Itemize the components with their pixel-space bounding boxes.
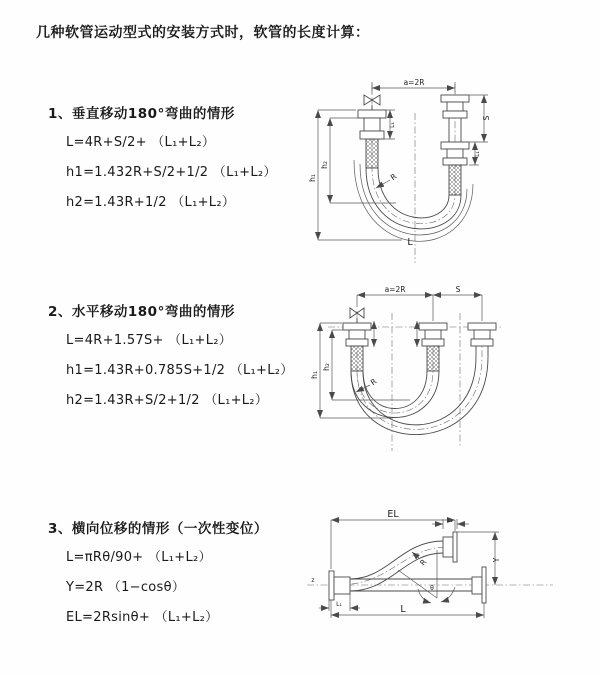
bottom-right-flange bbox=[472, 567, 486, 603]
l1-left-label: L₁ bbox=[336, 601, 342, 608]
formula-h1: h1=1.43R+0.785S+1/2 （L₁+L₂） bbox=[66, 363, 294, 378]
section-horizontal-bend bbox=[48, 300, 294, 410]
dimension-stroke-s bbox=[469, 95, 491, 142]
formula-L: L=πRθ/90+ （L₁+L₂） bbox=[66, 550, 212, 565]
diagram-lateral-displacement bbox=[293, 503, 593, 648]
y-label: Y bbox=[492, 557, 501, 563]
hose-curve bbox=[350, 541, 443, 591]
formula-EL: EL=2Rsinθ+ （L₁+L₂） bbox=[66, 610, 219, 625]
length-label: L bbox=[400, 604, 406, 615]
s-label: S bbox=[455, 285, 461, 294]
left-flange bbox=[329, 571, 350, 600]
r-label: R bbox=[368, 376, 379, 388]
dimension-l bbox=[331, 600, 484, 618]
section-vertical-bend bbox=[48, 102, 277, 212]
middle-flange-fitting bbox=[419, 323, 447, 371]
right-flange-lower bbox=[441, 142, 469, 195]
axis-label: z bbox=[311, 577, 315, 584]
section-2-heading: 2、水平移动180°弯曲的情形 bbox=[48, 304, 235, 320]
l1-left-label: L₁ bbox=[389, 122, 396, 128]
diagram-horizontal-bend bbox=[298, 283, 590, 458]
radius-callout bbox=[412, 552, 428, 567]
hose-curve bbox=[351, 357, 488, 435]
h2-label: h₂ bbox=[320, 161, 329, 169]
dimension-l1-right bbox=[469, 142, 481, 165]
h1-label: h₁ bbox=[310, 371, 319, 379]
dimension-l1-marks bbox=[374, 321, 417, 347]
section-1-heading: 1、垂直移动180°弯曲的情形 bbox=[48, 106, 235, 122]
formula-h2: h2=1.43R+1/2 （L₁+L₂） bbox=[66, 195, 236, 210]
l1-top-label: L₁ bbox=[447, 517, 453, 524]
formula-h2: h2=1.43R+S/2+1/2 （L₁+L₂） bbox=[66, 393, 269, 408]
l1-right-label: L₁ bbox=[474, 151, 481, 157]
dimension-el bbox=[331, 509, 455, 569]
h1-label: h₁ bbox=[308, 174, 317, 182]
diagram-vertical-bend bbox=[298, 68, 570, 268]
r-label: R bbox=[417, 557, 429, 568]
formula-L: L=4R+1.57S+ （L₁+L₂） bbox=[66, 333, 233, 348]
dimension-span bbox=[357, 285, 482, 321]
angle-construction bbox=[398, 550, 455, 603]
dimension-span bbox=[372, 78, 455, 94]
h2-label: h₂ bbox=[322, 363, 331, 371]
page-title: 几种软管运动型式的安装方式时，软管的长度计算： bbox=[36, 25, 370, 41]
section-3-heading: 3、横向位移的情形（一次性变位） bbox=[48, 521, 268, 537]
length-label: L bbox=[407, 237, 413, 248]
dimension-l1-left bbox=[319, 594, 360, 611]
s-label: S bbox=[482, 115, 491, 121]
r-label: R bbox=[388, 171, 399, 183]
section-lateral-displacement bbox=[48, 517, 268, 627]
theta-label: θ bbox=[430, 585, 434, 592]
formula-L: L=4R+S/2+ （L₁+L₂） bbox=[66, 135, 216, 150]
span-label: a=2R bbox=[384, 285, 406, 294]
dimension-l1-top bbox=[432, 517, 469, 529]
top-right-flange bbox=[443, 532, 457, 562]
el-label: EL bbox=[387, 509, 399, 520]
formula-Y: Y=2R （1−cosθ） bbox=[66, 580, 186, 595]
span-label: a=2R bbox=[403, 78, 425, 87]
formula-h1: h1=1.432R+S/2+1/2 （L₁+L₂） bbox=[66, 165, 277, 180]
